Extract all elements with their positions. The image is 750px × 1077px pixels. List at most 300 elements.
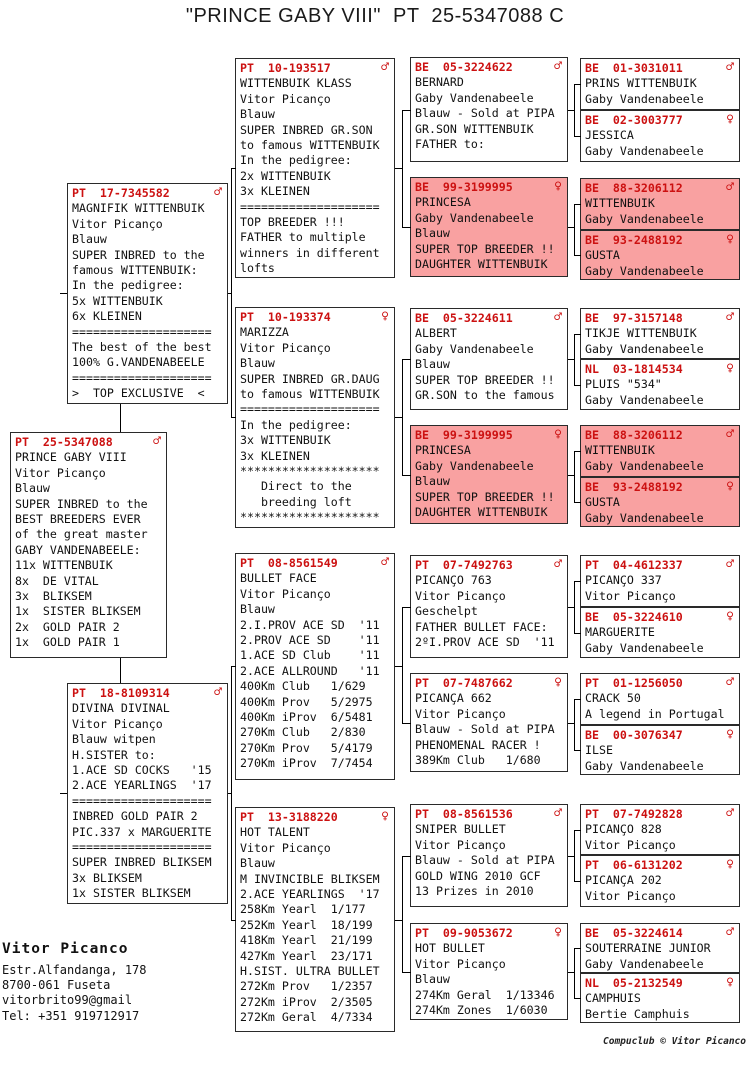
box-line: 274Km Zones 1/6030 <box>415 1003 548 1018</box>
ring-number: PT 18-8109314 <box>72 686 170 700</box>
ring-number: PT 08-8561536 <box>415 807 513 821</box>
connector-line <box>402 856 403 973</box>
box-line: 272Km iProv 2/3505 <box>240 994 373 1009</box>
box-line: ==================== <box>72 793 212 808</box>
box-header <box>15 435 163 450</box>
box-header <box>585 181 736 196</box>
pedigree-box-mmmm <box>580 973 740 1023</box>
female-icon: ♀ <box>554 675 562 690</box>
box-line: Blauw <box>415 474 450 489</box>
box-line: Gaby Vandenabeele <box>585 91 704 106</box>
box-line: Blauw <box>415 357 450 372</box>
ring-number: BE 99-3199995 <box>415 180 513 194</box>
male-icon: ♂ <box>726 925 734 940</box>
box-line: DAUGHTER WITTENBUIK <box>415 257 548 272</box>
contact-block <box>2 941 242 1024</box>
box-header <box>240 810 391 825</box>
box-header <box>585 113 736 128</box>
male-icon: ♂ <box>726 557 734 572</box>
box-header <box>72 186 224 201</box>
male-icon: ♂ <box>214 685 222 700</box>
pedigree-box-mmfm <box>580 855 740 907</box>
box-line: GABY VANDENABEELE: <box>15 542 141 557</box>
box-line: TOP BREEDER !!! <box>240 215 345 230</box>
box-line: Vitor Picanço <box>415 956 506 971</box>
box-line: JESSICA <box>585 128 634 143</box>
box-line: SOUTERRAINE JUNIOR <box>585 941 711 956</box>
box-line: SUPER INBRED to the <box>15 496 148 511</box>
box-line: Blauw <box>240 356 275 371</box>
box-line: 5x WITTENBUIK <box>72 293 163 308</box>
box-line: 389Km Club 1/680 <box>415 753 541 768</box>
ring-number: PT 10-193517 <box>240 61 331 75</box>
pedigree-box-ffmf <box>580 178 740 230</box>
contact-name: Vitor Picanco <box>2 941 129 957</box>
box-line: FATHER to multiple <box>240 230 366 245</box>
box-line: 418Km Yearl 21/199 <box>240 933 373 948</box>
box-line: CAMPHUIS <box>585 991 641 1006</box>
connector-line <box>574 502 581 503</box>
female-icon: ♀ <box>726 232 734 247</box>
box-line: Gaby Vandenabeele <box>585 392 704 407</box>
box-line: 272Km Prov 1/2357 <box>240 979 373 994</box>
box-line: Blauw - Sold at PIPA <box>415 722 555 737</box>
connector-line <box>120 658 121 683</box>
box-header <box>415 558 564 573</box>
connector-line <box>402 110 411 111</box>
ring-number: PT 04-4612337 <box>585 558 683 572</box>
box-line: GOLD WING 2010 GCF <box>415 868 541 883</box>
ring-number: NL 05-2132549 <box>585 976 683 990</box>
box-line: Vitor Picanço <box>415 588 506 603</box>
box-line: Vitor Picanço <box>585 888 676 903</box>
pedigree-box-ff <box>235 58 395 278</box>
box-line: to famous WITTENBUIK <box>240 387 380 402</box>
box-line: 400Km Prov 5/2975 <box>240 694 373 709</box>
connector-line <box>574 136 581 137</box>
box-line: PICANÇA 662 <box>415 691 492 706</box>
box-line: FATHER BULLET FACE: <box>415 619 548 634</box>
box-line: to famous WITTENBUIK <box>240 138 380 153</box>
box-line: ==================== <box>240 402 380 417</box>
pedigree-box-mm <box>235 807 395 1032</box>
ring-number: PT 25-5347088 <box>15 435 113 449</box>
female-icon: ♀ <box>726 975 734 990</box>
connector-line <box>574 255 581 256</box>
box-line: 1x SISTER BLIKSEM <box>72 886 191 901</box>
box-line: 3x BLIKSEM <box>72 870 142 885</box>
pedigree-box-mmff <box>580 804 740 855</box>
box-header <box>72 686 224 701</box>
pedigree-box-m <box>67 683 228 904</box>
connector-line <box>574 633 581 634</box>
connector-line <box>231 417 236 418</box>
box-line: PLUIS "534" <box>585 377 662 392</box>
box-line: 11x WITTENBUIK <box>15 558 113 573</box>
box-line: SUPER TOP BREEDER !! <box>415 241 555 256</box>
pedigree-box-mffm <box>580 607 740 658</box>
box-line: 6x KLEINEN <box>72 309 142 324</box>
male-icon: ♂ <box>726 427 734 442</box>
box-line: 3x BLIKSEM <box>15 589 92 604</box>
ring-number: BE 97-3157148 <box>585 311 683 325</box>
box-line: Vitor Picanço <box>585 588 676 603</box>
male-icon: ♂ <box>554 59 562 74</box>
box-line: Vitor Picanço <box>240 586 331 601</box>
connector-line <box>402 607 403 724</box>
box-header <box>585 807 736 822</box>
box-header <box>585 362 736 377</box>
box-line: H.SIST. ULTRA BULLET <box>240 964 380 979</box>
connector-line <box>574 750 581 751</box>
box-header <box>415 60 564 75</box>
box-header <box>415 926 564 941</box>
box-line: 2ºI.PROV ACE SD '11 <box>415 635 555 650</box>
box-line: ALBERT <box>415 326 457 341</box>
box-line: BERNARD <box>415 75 464 90</box>
connector-line <box>402 856 411 857</box>
box-line: Vitor Picanço <box>240 340 331 355</box>
male-icon: ♂ <box>381 60 389 75</box>
box-line: 8x DE VITAL <box>15 573 99 588</box>
box-line: Vitor Picanço <box>240 840 331 855</box>
box-line: 3x WITTENBUIK <box>240 433 331 448</box>
box-line: Gaby Vandenabeele <box>585 263 704 278</box>
box-line: Vitor Picanço <box>72 216 163 231</box>
box-line: HOT BULLET <box>415 941 485 956</box>
male-icon: ♂ <box>153 434 161 449</box>
box-line: Blauw <box>415 226 450 241</box>
box-line: ==================== <box>240 199 380 214</box>
male-icon: ♂ <box>381 555 389 570</box>
box-header <box>585 728 736 743</box>
connector-line <box>60 793 67 794</box>
pedigree-box-ffmm <box>580 230 740 280</box>
box-line: SUPER INBRED GR.SON <box>240 122 373 137</box>
box-line: Vitor Picanço <box>585 837 676 852</box>
box-line: Vitor Picanço <box>15 465 106 480</box>
box-line: PRINCE GABY VIII <box>15 450 127 465</box>
box-line: Gaby Vandenabeele <box>585 758 704 773</box>
connector-line <box>402 475 411 476</box>
connector-line <box>574 84 575 137</box>
box-header <box>585 61 736 76</box>
contact-email: vitorbrito99@gmail <box>2 993 133 1008</box>
ring-number: PT 08-8561549 <box>240 556 338 570</box>
box-line: 2x WITTENBUIK <box>240 168 331 183</box>
box-header <box>585 480 736 495</box>
box-line: > TOP EXCLUSIVE < <box>72 386 205 401</box>
ring-number: BE 01-3031011 <box>585 61 683 75</box>
connector-line <box>402 607 411 608</box>
connector-line <box>231 666 236 667</box>
box-line: PRINCESA <box>415 195 471 210</box>
box-line: In the pedigree: <box>240 417 352 432</box>
connector-line <box>402 110 403 228</box>
box-line: BULLET FACE <box>240 571 317 586</box>
box-line: WITTENBUIK KLASS <box>240 76 352 91</box>
box-line: Direct to the <box>240 479 352 494</box>
connector-line <box>574 948 581 949</box>
male-icon: ♂ <box>726 60 734 75</box>
ring-number: PT 09-9053672 <box>415 926 513 940</box>
ring-number: BE 88-3206112 <box>585 181 683 195</box>
box-header <box>415 676 564 691</box>
box-line: MAGNIFIK WITTENBUIK <box>72 201 205 216</box>
female-icon: ♀ <box>554 925 562 940</box>
box-line: PICANÇA 202 <box>585 873 662 888</box>
female-icon: ♀ <box>554 427 562 442</box>
box-line: SUPER INBRED BLIKSEM <box>72 855 212 870</box>
box-line: MARIZZA <box>240 325 289 340</box>
box-line: 258Km Yearl 1/177 <box>240 902 366 917</box>
footer-credit: Compuclub © Vitor Picanco <box>603 1036 746 1047</box>
ring-number: BE 05-3224611 <box>415 311 513 325</box>
box-line: SNIPER BULLET <box>415 822 506 837</box>
box-header <box>240 310 391 325</box>
box-header <box>240 556 391 571</box>
box-line: Vitor Picanço <box>415 706 506 721</box>
contact-city: 8700-061 Fuseta <box>2 978 111 993</box>
box-line: Vitor Picanço <box>72 716 163 731</box>
box-line: 2.I.PROV ACE SD '11 <box>240 617 380 632</box>
box-line: ==================== <box>72 840 212 855</box>
box-line: Gaby Vandenabeele <box>415 210 534 225</box>
box-line: Blauw <box>72 232 107 247</box>
male-icon: ♂ <box>726 310 734 325</box>
female-icon: ♀ <box>381 309 389 324</box>
box-header <box>585 233 736 248</box>
box-line: 1.ACE SD COCKS '15 <box>72 763 212 778</box>
pedigree-box-mfff <box>580 555 740 607</box>
box-header <box>585 976 736 991</box>
box-line: 270Km Prov 5/4179 <box>240 740 373 755</box>
ring-number: BE 99-3199995 <box>415 428 513 442</box>
page-title: "PRINCE GABY VIII" PT 25-5347088 C <box>185 5 565 27</box>
box-line: 2.ACE YEARLINGS '17 <box>72 778 212 793</box>
male-icon: ♂ <box>726 806 734 821</box>
ring-number: BE 02-3003777 <box>585 113 683 127</box>
ring-number: BE 88-3206112 <box>585 428 683 442</box>
box-header <box>415 180 564 195</box>
connector-line <box>402 227 411 228</box>
connector-line <box>60 293 67 294</box>
box-line: 400Km iProv 6/5481 <box>240 710 373 725</box>
ring-number: PT 17-7345582 <box>72 186 170 200</box>
female-icon: ♀ <box>726 112 734 127</box>
box-line: 1x GOLD PAIR 1 <box>15 635 120 650</box>
connector-line <box>231 168 236 169</box>
box-line: GR.SON WITTENBUIK <box>415 121 534 136</box>
pedigree-box-fmf <box>410 308 568 410</box>
box-line: 400Km Club 1/629 <box>240 679 366 694</box>
box-line: Geschelpt <box>415 604 478 619</box>
box-line: In the pedigree: <box>240 153 352 168</box>
box-line: Blauw <box>240 107 275 122</box>
box-line: Gaby Vandenabeele <box>585 211 704 226</box>
box-line: M INVINCIBLE BLIKSEM <box>240 871 380 886</box>
box-line: INBRED GOLD PAIR 2 <box>72 809 198 824</box>
box-header <box>585 610 736 625</box>
box-line: Blauw witpen <box>72 732 156 747</box>
box-line: 2.PROV ACE SD '11 <box>240 633 380 648</box>
box-line: The best of the best <box>72 340 212 355</box>
pedigree-box-fmmm <box>580 477 740 527</box>
female-icon: ♀ <box>554 179 562 194</box>
box-header <box>415 807 564 822</box>
connector-line <box>574 451 575 503</box>
box-line: Blauw <box>240 602 275 617</box>
ring-number: PT 07-7492828 <box>585 807 683 821</box>
box-line: famous WITTENBUIK: <box>72 263 198 278</box>
female-icon: ♀ <box>726 609 734 624</box>
box-line: TIKJE WITTENBUIK <box>585 326 697 341</box>
pedigree-box-fffm <box>580 110 740 162</box>
box-header <box>415 428 564 443</box>
connector-line <box>402 723 411 724</box>
pedigree-box-mff <box>410 555 568 658</box>
box-header <box>585 676 736 691</box>
box-line: Blauw <box>415 972 450 987</box>
box-line: lofts <box>240 261 275 276</box>
box-line: SUPER INBRED to the <box>72 247 205 262</box>
box-line: 2.ACE YEARLINGS '17 <box>240 887 380 902</box>
box-line: ******************** <box>240 510 380 525</box>
ring-number: PT 01-1256050 <box>585 676 683 690</box>
box-line: breeding loft <box>240 494 352 509</box>
box-line: DAUGHTER WITTENBUIK <box>415 505 548 520</box>
pedigree-box-mf <box>235 553 395 780</box>
box-line: 2x GOLD PAIR 2 <box>15 619 120 634</box>
connector-line <box>574 451 581 452</box>
box-line: 427Km Yearl 23/171 <box>240 948 373 963</box>
box-line: Vitor Picanço <box>240 91 331 106</box>
connector-line <box>574 830 581 831</box>
box-line: PIC.337 x MARGUERITE <box>72 824 212 839</box>
box-line: PICANÇO 828 <box>585 822 662 837</box>
connector-line <box>574 334 575 386</box>
box-line: GUSTA <box>585 248 620 263</box>
male-icon: ♂ <box>554 310 562 325</box>
box-header <box>585 926 736 941</box>
pedigree-box-ffff <box>580 58 740 110</box>
connector-line <box>402 972 411 973</box>
box-line: Gaby Vandenabeele <box>585 510 704 525</box>
box-line: Gaby Vandenabeele <box>415 90 534 105</box>
box-line: ==================== <box>72 370 212 385</box>
box-line: ILSE <box>585 743 613 758</box>
pedigree-box-mfm <box>410 673 568 772</box>
connector-line <box>231 666 232 921</box>
box-line: A legend in Portugal <box>585 706 725 721</box>
pedigree-box-mfmm <box>580 725 740 775</box>
female-icon: ♀ <box>726 479 734 494</box>
pedigree-box-f <box>67 183 228 404</box>
pedigree-box-fmfm <box>580 359 740 410</box>
contact-phone: Tel: +351 919712917 <box>2 1008 140 1023</box>
ring-number: BE 05-3224610 <box>585 610 683 624</box>
male-icon: ♂ <box>726 675 734 690</box>
box-line: In the pedigree: <box>72 278 184 293</box>
box-header <box>415 311 564 326</box>
box-line: WITTENBUIK <box>585 443 655 458</box>
female-icon: ♀ <box>381 809 389 824</box>
connector-line <box>120 404 121 432</box>
box-header <box>585 858 736 873</box>
pedigree-box-ffm <box>410 177 568 277</box>
connector-line <box>574 84 581 85</box>
connector-line <box>574 881 581 882</box>
connector-line <box>574 334 581 335</box>
pedigree-box-mmf <box>410 804 568 907</box>
box-line: ******************** <box>240 464 380 479</box>
box-line: GR.SON to the famous <box>415 388 555 403</box>
connector-line <box>402 359 411 360</box>
box-line: 100% G.VANDENABEELE <box>72 355 205 370</box>
box-line: Blauw <box>240 856 275 871</box>
connector-line <box>574 385 581 386</box>
box-line: 252Km Yearl 18/199 <box>240 917 373 932</box>
female-icon: ♀ <box>726 727 734 742</box>
pedigree-box-fff <box>410 57 568 162</box>
box-header <box>585 311 736 326</box>
box-line: PRINS WITTENBUIK <box>585 76 697 91</box>
connector-line <box>574 948 575 999</box>
connector-line <box>574 998 581 999</box>
box-line: winners in different <box>240 245 380 260</box>
box-line: PHENOMENAL RACER ! <box>415 737 541 752</box>
box-line: FATHER to: <box>415 137 485 152</box>
connector-line <box>574 204 575 256</box>
box-line: Blauw - Sold at PIPA <box>415 853 555 868</box>
connector-line <box>574 581 581 582</box>
box-line: SUPER TOP BREEDER !! <box>415 372 555 387</box>
box-line: H.SISTER to: <box>72 747 156 762</box>
connector-line <box>574 830 575 882</box>
box-line: Gaby Vandenabeele <box>585 458 704 473</box>
box-line: 3x KLEINEN <box>240 184 310 199</box>
connector-line <box>231 920 236 921</box>
box-line: Blauw - Sold at PIPA <box>415 106 555 121</box>
pedigree-box-fmm <box>410 425 568 524</box>
pedigree-box-mmm <box>410 923 568 1020</box>
box-line: of the great master <box>15 527 148 542</box>
box-line: Gaby Vandenabeele <box>585 956 704 971</box>
pedigree-box-root <box>10 432 167 658</box>
contact-address: Estr.Alfandanga, 178 <box>2 963 147 977</box>
box-line: Bertie Camphuis <box>585 1006 690 1021</box>
box-line: Gaby Vandenabeele <box>585 341 704 356</box>
box-line: 13 Prizes in 2010 <box>415 884 534 899</box>
box-line: HOT TALENT <box>240 825 310 840</box>
connector-line <box>231 168 232 418</box>
box-line: ==================== <box>72 324 212 339</box>
connector-line <box>574 699 581 700</box>
box-line: SUPER TOP BREEDER !! <box>415 489 555 504</box>
box-line: 3x KLEINEN <box>240 448 310 463</box>
box-line: 270Km iProv 7/7454 <box>240 756 373 771</box>
box-line: PICANÇO 763 <box>415 573 492 588</box>
connector-line <box>574 204 581 205</box>
box-line: Gaby Vandenabeele <box>585 143 704 158</box>
box-line: 1x SISTER BLIKSEM <box>15 604 141 619</box>
box-line: WITTENBUIK <box>585 196 655 211</box>
male-icon: ♂ <box>554 806 562 821</box>
pedigree-box-mmmf <box>580 923 740 973</box>
box-line: Vitor Picanço <box>415 837 506 852</box>
pedigree-box-fm <box>235 307 395 528</box>
box-line: BEST BREEDERS EVER <box>15 512 141 527</box>
